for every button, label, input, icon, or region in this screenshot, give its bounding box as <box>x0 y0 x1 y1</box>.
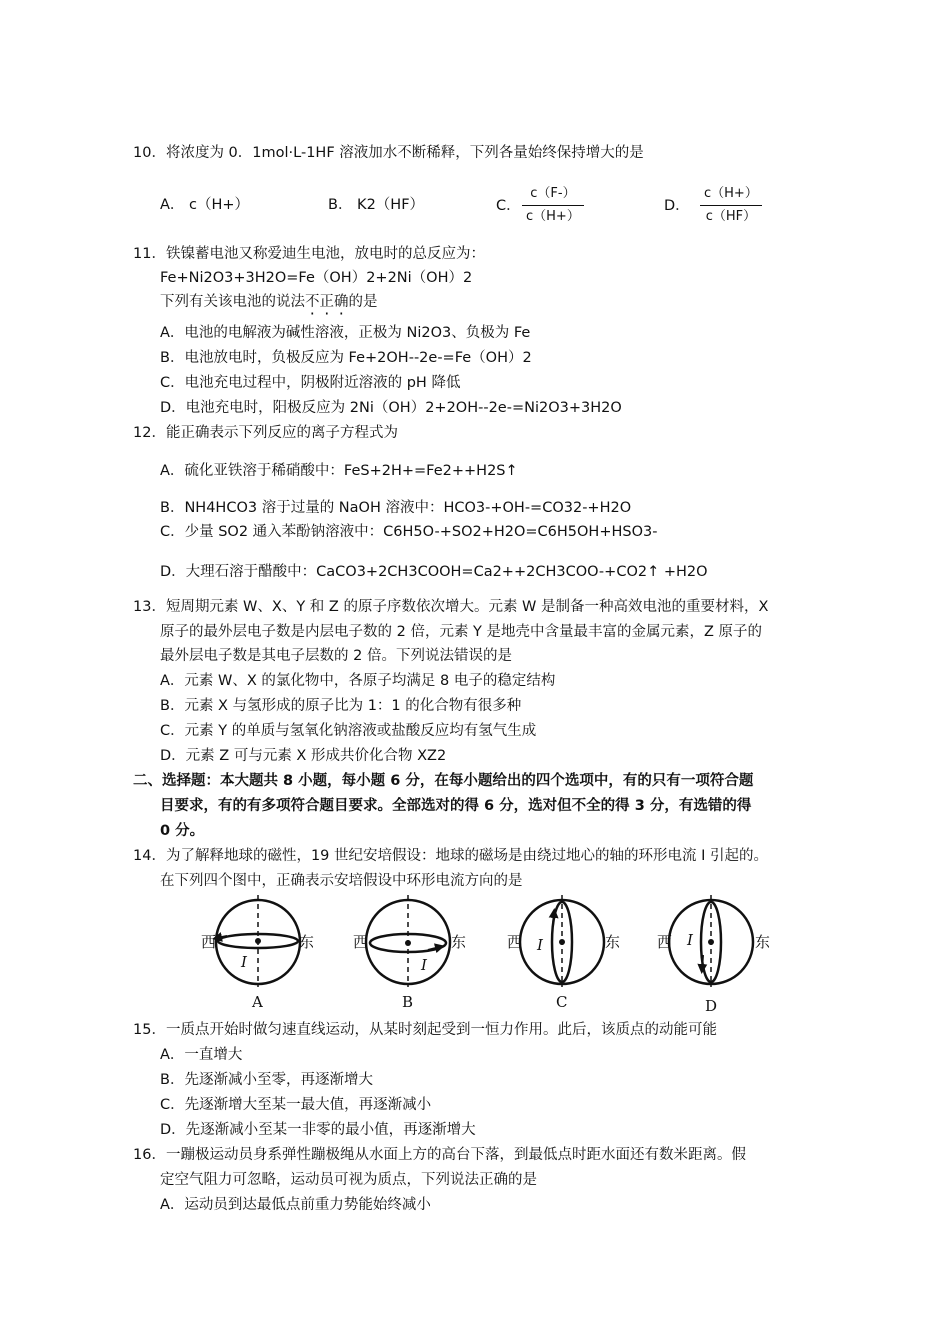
current-label: I <box>537 936 543 954</box>
fraction-bar <box>522 205 584 206</box>
q11-ask <box>160 292 378 312</box>
q12-option-a: A．硫化亚铁溶于稀硝酸中：FeS+2H+=Fe2++H2S↑ <box>160 463 518 479</box>
figure-label-c: C <box>556 993 568 1011</box>
figure-b <box>353 895 466 1011</box>
section-2-heading-line-1: 二、选择题：本大题共 8 小题，每小题 6 分，在每小题给出的四个选项中，有的只有一项符合题 <box>133 773 754 789</box>
q10-option-b: B． K2（HF） <box>328 197 425 213</box>
fraction-bar <box>700 205 762 206</box>
section-2-heading-line-2: 目要求，有的有多项符合题目要求。全部选对的得 6 分，选对但不全的得 3 分，有选错的得 <box>160 798 752 814</box>
q15-option-b: B．先逐渐减小至零，再逐渐增大 <box>160 1072 373 1088</box>
q16-line-1: 16．一蹦极运动员身系弹性蹦极绳从水面上方的高台下落，到最低点时距水面还有数米距离。假 <box>133 1147 746 1163</box>
q13-option-b: B．元素 X 与氢形成的原子比为 1：1 的化合物有很多种 <box>160 698 522 714</box>
figure-d <box>657 895 770 1015</box>
q14-line-2: 在下列四个图中，正确表示安培假设中环形电流方向的是 <box>160 873 523 889</box>
q11-option-b: B．电池放电时，负极反应为 Fe+2OH--2e-=Fe（OH）2 <box>160 350 532 366</box>
east-label: 东 <box>755 933 771 951</box>
current-label: I <box>421 956 427 974</box>
current-label: I <box>687 931 693 949</box>
q10-d-denominator: c（HF） <box>705 209 757 224</box>
q11-equation: Fe+Ni2O3+3H2O=Fe（OH）2+2Ni（OH）2 <box>160 270 473 286</box>
q11-ask-pre: 下列有关该电池的说法 <box>160 294 305 310</box>
q13-line-3: 最外层电子数是其电子层数的 2 倍。下列说法错误的是 <box>160 648 512 664</box>
q10-option-d-label: D． <box>664 198 690 214</box>
west-label: 西 <box>507 933 523 951</box>
q13-option-c: C．元素 Y 的单质与氢氧化钠溶液或盐酸反应均有氢气生成 <box>160 723 537 739</box>
q10-option-d-fraction <box>700 186 762 225</box>
q14-line-1: 14．为了解释地球的磁性，19 世纪安培假设：地球的磁场是由绕过地心的轴的环形电流 I 引起的。 <box>133 848 769 864</box>
west-label: 西 <box>353 933 369 951</box>
west-label: 西 <box>657 933 673 951</box>
earth-center <box>405 940 411 946</box>
east-label: 东 <box>451 933 467 951</box>
figure-label-d: D <box>705 997 718 1015</box>
figure-c <box>507 895 620 1011</box>
section-2-heading-line-3: 0 分。 <box>160 823 205 839</box>
q12-option-b: B．NH4HCO3 溶于过量的 NaOH 溶液中：HCO3-+OH-=CO32-+H2O <box>160 500 632 516</box>
q16-line-2: 定空气阻力可忽略，运动员可视为质点，下列说法正确的是 <box>160 1172 537 1188</box>
q10-d-numerator: c（H+） <box>704 186 758 201</box>
q10-stem: 10．将浓度为 0．1mol·L-1HF 溶液加水不断稀释，下列各量始终保持增大的是 <box>133 145 644 161</box>
q13-line-1: 13．短周期元素 W、X、Y 和 Z 的原子序数依次增大。元素 W 是制备一种高效电池的重要材料，X <box>133 599 769 615</box>
q16-option-a: A．运动员到达最低点前重力势能始终减小 <box>160 1197 431 1213</box>
q12-stem: 12．能正确表示下列反应的离子方程式为 <box>133 425 398 441</box>
q10-c-denominator: c（H+） <box>526 209 580 224</box>
q10-option-c-fraction <box>522 186 584 225</box>
q12-option-d: D．大理石溶于醋酸中：CaCO3+2CH3COOH=Ca2++2CH3COO-+CO2↑ +H2O <box>160 564 708 580</box>
east-label: 东 <box>299 933 315 951</box>
q15-option-a: A．一直增大 <box>160 1047 243 1063</box>
q11-emphasis-char: 确 <box>334 294 349 310</box>
q13-line-2: 原子的最外层电子数是内层电子数的 2 倍，元素 Y 是地壳中含量最丰富的金属元素，Z 原子的 <box>160 624 763 640</box>
q15-option-d: D．先逐渐减小至某一非零的最小值，再逐渐增大 <box>160 1122 476 1138</box>
east-label: 东 <box>605 933 621 951</box>
figure-label-a: A <box>252 993 263 1011</box>
q10-option-c-label: C． <box>496 198 521 214</box>
q15-option-c: C．先逐渐增大至某一最大值，再逐渐减小 <box>160 1097 432 1113</box>
q11-option-d: D．电池充电时，阳极反应为 2Ni（OH）2+2OH--2e-=Ni2O3+3H2O <box>160 400 622 416</box>
q11-stem: 11．铁镍蓄电池又称爱迪生电池，放电时的总反应为： <box>133 246 485 262</box>
q15-stem: 15．一质点开始时做匀速直线运动，从某时刻起受到一恒力作用。此后，该质点的动能可能 <box>133 1022 717 1038</box>
q13-option-d: D．元素 Z 可与元素 X 形成共价化合物 XZ2 <box>160 748 447 764</box>
west-label: 西 <box>201 933 217 951</box>
figure-label-b: B <box>402 993 414 1011</box>
q10-option-a: A． c（H+） <box>160 197 250 213</box>
earth-center <box>255 938 261 944</box>
earth-center <box>559 939 565 945</box>
q11-emphasis-char: 不 <box>305 294 320 310</box>
q11-ask-post: 的是 <box>348 294 378 310</box>
earth-center <box>708 939 714 945</box>
q12-option-c: C．少量 SO2 通入苯酚钠溶液中：C6H5O-+SO2+H2O=C6H5OH+HSO3- <box>160 524 658 540</box>
current-arrow-icon <box>553 913 554 925</box>
q11-option-a: A．电池的电解液为碱性溶液，正极为 Ni2O3、负极为 Fe <box>160 325 531 341</box>
current-label: I <box>241 953 247 971</box>
q13-option-a: A．元素 W、X 的氯化物中，各原子均满足 8 电子的稳定结构 <box>160 673 556 689</box>
current-arrow-icon <box>702 955 703 969</box>
figure-a <box>201 895 314 1011</box>
q14-figure <box>195 895 795 1020</box>
q11-emphasis-char: 正 <box>319 294 334 310</box>
q10-c-numerator: c（F-） <box>530 186 576 201</box>
q11-option-c: C．电池充电过程中，阴极附近溶液的 pH 降低 <box>160 375 461 391</box>
